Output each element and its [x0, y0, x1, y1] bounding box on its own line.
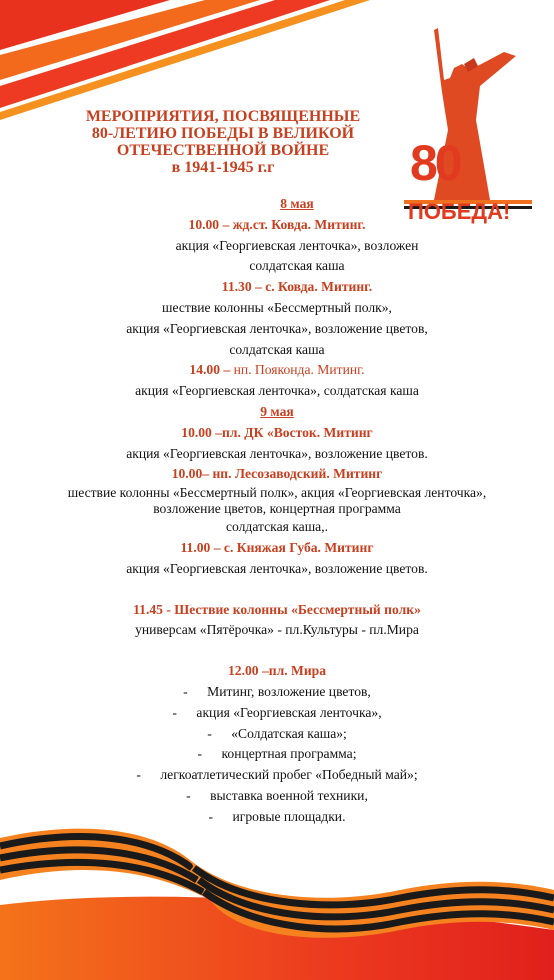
event-line: акция «Георгиевская ленточка», возложение цветов. — [126, 560, 428, 576]
event-line: шествие колонны «Бессмертный полк», акция «Георгиевская ленточка», — [67, 485, 487, 501]
list-item-text: Митинг, возложение цветов, — [207, 683, 371, 699]
event-time: 14.00 – — [189, 362, 231, 378]
list-item-text: концертная программа; — [221, 746, 357, 762]
event-heading: 11.45 - Шествие колонны «Бессмертный полк» — [133, 601, 421, 617]
event-line: солдатская каша — [249, 258, 345, 274]
list-bullet: - — [136, 767, 141, 783]
list-item-text: «Солдатская каша»; — [231, 725, 347, 741]
page-title — [48, 108, 398, 176]
event-line: солдатская каша — [229, 341, 325, 357]
emblem-number: 80 — [410, 135, 460, 191]
event-line: солдатская каша,. — [226, 519, 328, 535]
title-line-4: в 1941-1945 г.г — [171, 159, 275, 176]
list-item — [0, 703, 554, 724]
title-line-2: 80-ЛЕТИЮ ПОБЕДЫ В ВЕЛИКОЙ — [91, 125, 355, 142]
list-bullet: - — [172, 704, 177, 720]
event-line: шествие колонны «Бессмертный полк», — [162, 299, 392, 315]
list-item — [0, 724, 554, 745]
list-item-text: игровые площадки. — [232, 808, 346, 824]
event-heading: 11.00 – с. Княжая Губа. Митинг — [180, 539, 374, 555]
list-bullet: - — [208, 808, 214, 824]
event-line: акция «Георгиевская ленточка», возложение цветов. — [126, 445, 428, 461]
event-heading: 12.00 –пл. Мира — [227, 663, 327, 679]
list-item — [0, 786, 554, 807]
list-item — [0, 807, 554, 828]
list-item-text: выставка военной техники, — [210, 787, 368, 803]
event-heading: 10.00 –пл. ДК «Восток. Митинг — [181, 424, 373, 440]
spacer — [0, 580, 554, 600]
day-heading-9-may: 9 мая — [260, 403, 294, 419]
event-heading: 10.00– нп. Лесозаводский. Митинг — [171, 466, 383, 482]
event-line: акция «Георгиевская ленточка», солдатская каша — [135, 383, 419, 399]
title-line-1: МЕРОПРИЯТИЯ, ПОСВЯЩЕННЫЕ — [85, 108, 361, 125]
list-item-text: акция «Георгиевская ленточка», — [196, 704, 382, 720]
list-item-text: легкоатлетический пробег «Победный май»; — [160, 767, 418, 783]
event-line: акция «Георгиевская ленточка», возложение цветов, — [126, 320, 428, 336]
list-bullet: - — [197, 746, 203, 762]
spacer — [0, 641, 554, 661]
event-line: возложение цветов, концертная программа — [153, 501, 401, 517]
title-line-3: ОТЕЧЕСТВЕННОЙ ВОЙНЕ — [116, 142, 330, 159]
list-item — [0, 744, 554, 765]
event-line: универсам «Пятёрочка» - пл.Культуры - пл.Мира — [135, 622, 419, 638]
day-heading-8-may: 8 мая — [280, 196, 314, 211]
list-bullet: - — [207, 725, 212, 741]
list-item — [0, 682, 554, 703]
list-item — [0, 765, 554, 786]
list-bullet: - — [183, 683, 188, 699]
event-place: нп. Пояконда. Митинг. — [230, 362, 365, 378]
schedule — [0, 194, 554, 828]
emblem-word: ПОБЕДА! — [408, 199, 511, 224]
event-heading — [0, 360, 554, 381]
list-bullet: - — [186, 787, 191, 803]
event-heading: 10.00 – жд.ст. Ковда. Митинг. — [188, 216, 366, 232]
event-line: акция «Георгиевская ленточка», возложен — [175, 237, 419, 253]
event-heading: 11.30 – с. Ковда. Митинг. — [221, 279, 373, 295]
